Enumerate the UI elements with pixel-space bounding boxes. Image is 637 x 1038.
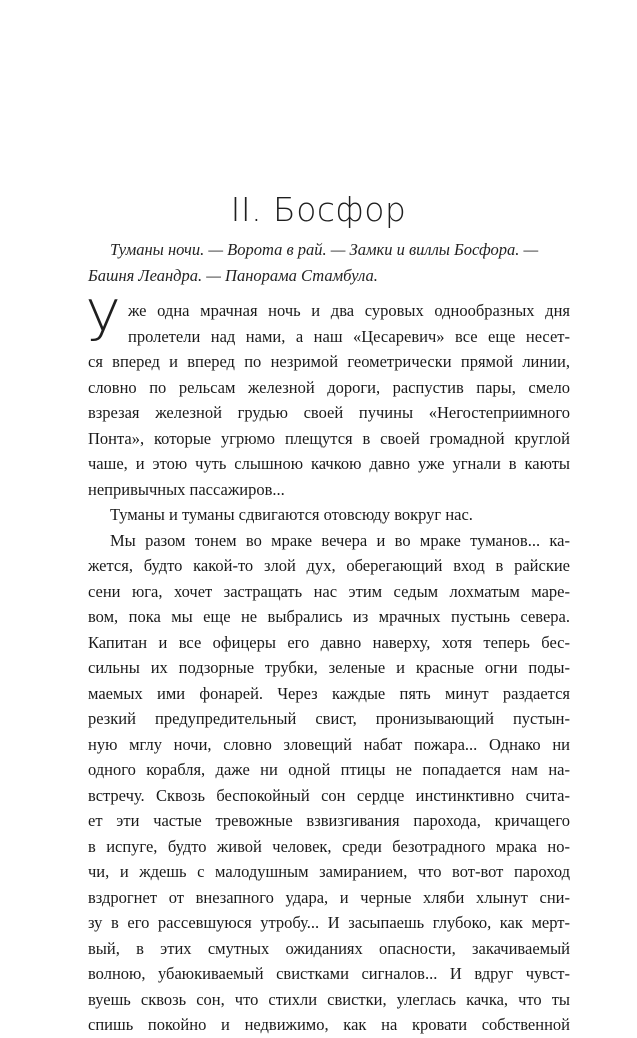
text-line: сени юга, хочет застращать нас этим седым лохматым маре-: [88, 581, 570, 601]
epigraph-line: Туманы ночи. — Ворота в рай. — Замки и виллы Босфора. —: [110, 240, 539, 259]
text-line: спишь покойно и недвижимо, как на кровати собственной: [88, 1015, 570, 1034]
text-line: же одна мрачная ночь и два суровых однообразных дня: [128, 301, 570, 320]
text-line: зу в его рассевшуюся утробу... И засыпаешь глубоко, как мерт-: [88, 913, 570, 932]
text-line: пролетели над нами, а наш «Цесаревич» все еще несет-: [128, 326, 570, 346]
text-line: вом, пока мы еще не выбрались из мрачных пустынь севера.: [88, 607, 570, 626]
text-line: резкий предупредительный свист, пронизывающий пустын-: [88, 709, 570, 728]
chapter-epigraph: [88, 237, 573, 289]
text-line: непривычных пассажиров...: [88, 479, 285, 499]
chapter-title: II. Босфор: [230, 190, 407, 229]
paragraph-2: [88, 502, 570, 528]
text-line: вуешь сквозь сон, что стихли свистки, улеглась качка, что ты: [88, 989, 570, 1009]
epigraph-line: Башня Леандра. — Панорама Стамбула.: [88, 266, 378, 285]
paragraph-1: [86, 289, 570, 502]
text-line: вздрогнет от внезапного удара, и черные хляби хлынут сни-: [88, 887, 570, 907]
text-line: встречу. Сквозь беспокойный сон сердце инстинктивно счита-: [88, 785, 570, 805]
text-line: в испуге, будто живой человек, среди безотрадного мрака но-: [88, 836, 570, 856]
text-line: ную мглу ночи, словно зловещий набат пожара... Однако ни: [88, 734, 570, 754]
text-line: словно по рельсам железной дороги, распустив пары, смело: [88, 377, 570, 397]
text-line: Капитан и все офицеры его давно наверху, хотя теперь бес-: [88, 632, 570, 652]
drop-cap: У: [86, 289, 121, 354]
text-line: Мы разом тонем во мраке вечера и во мраке туманов... ка-: [110, 530, 570, 550]
paragraph-3: [88, 528, 570, 1038]
text-line: сильны их подзорные трубки, зеленые и красные огни поды-: [88, 658, 570, 677]
text-line: жется, будто какой-то злой дух, оберегающий вход в райские: [88, 556, 570, 575]
text-line: одного корабля, даже ни одной птицы не попадается нам на-: [88, 760, 570, 779]
text-line: чи, и ждешь с малодушным замиранием, что вот-вот пароход: [88, 862, 570, 881]
text-line: чаше, и этою чуть слышною качкою давно уже угнали в каюты: [88, 454, 570, 473]
text-line: ся вперед и вперед по незримой геометрически прямой линии,: [88, 352, 570, 371]
text-line: взрезая железной грудью своей пучины «Негостеприимного: [88, 403, 570, 422]
text-line: Туманы и туманы сдвигаются отовсюду вокруг нас.: [110, 505, 473, 524]
text-line: ет эти частые тревожные взвизгивания парохода, кричащего: [88, 811, 570, 830]
text-line: волною, убаюкиваемый свистками сигналов... И вдруг чувст-: [88, 964, 570, 983]
text-line: Понта», которые угрюмо плещутся в своей громадной круглой: [88, 428, 570, 448]
text-line: маемых ими фонарей. Через каждые пять минут раздается: [88, 683, 570, 703]
text-line: вый, в этих смутных ожиданиях опасности, закачиваемый: [88, 938, 570, 958]
chapter-body: [86, 289, 570, 1038]
